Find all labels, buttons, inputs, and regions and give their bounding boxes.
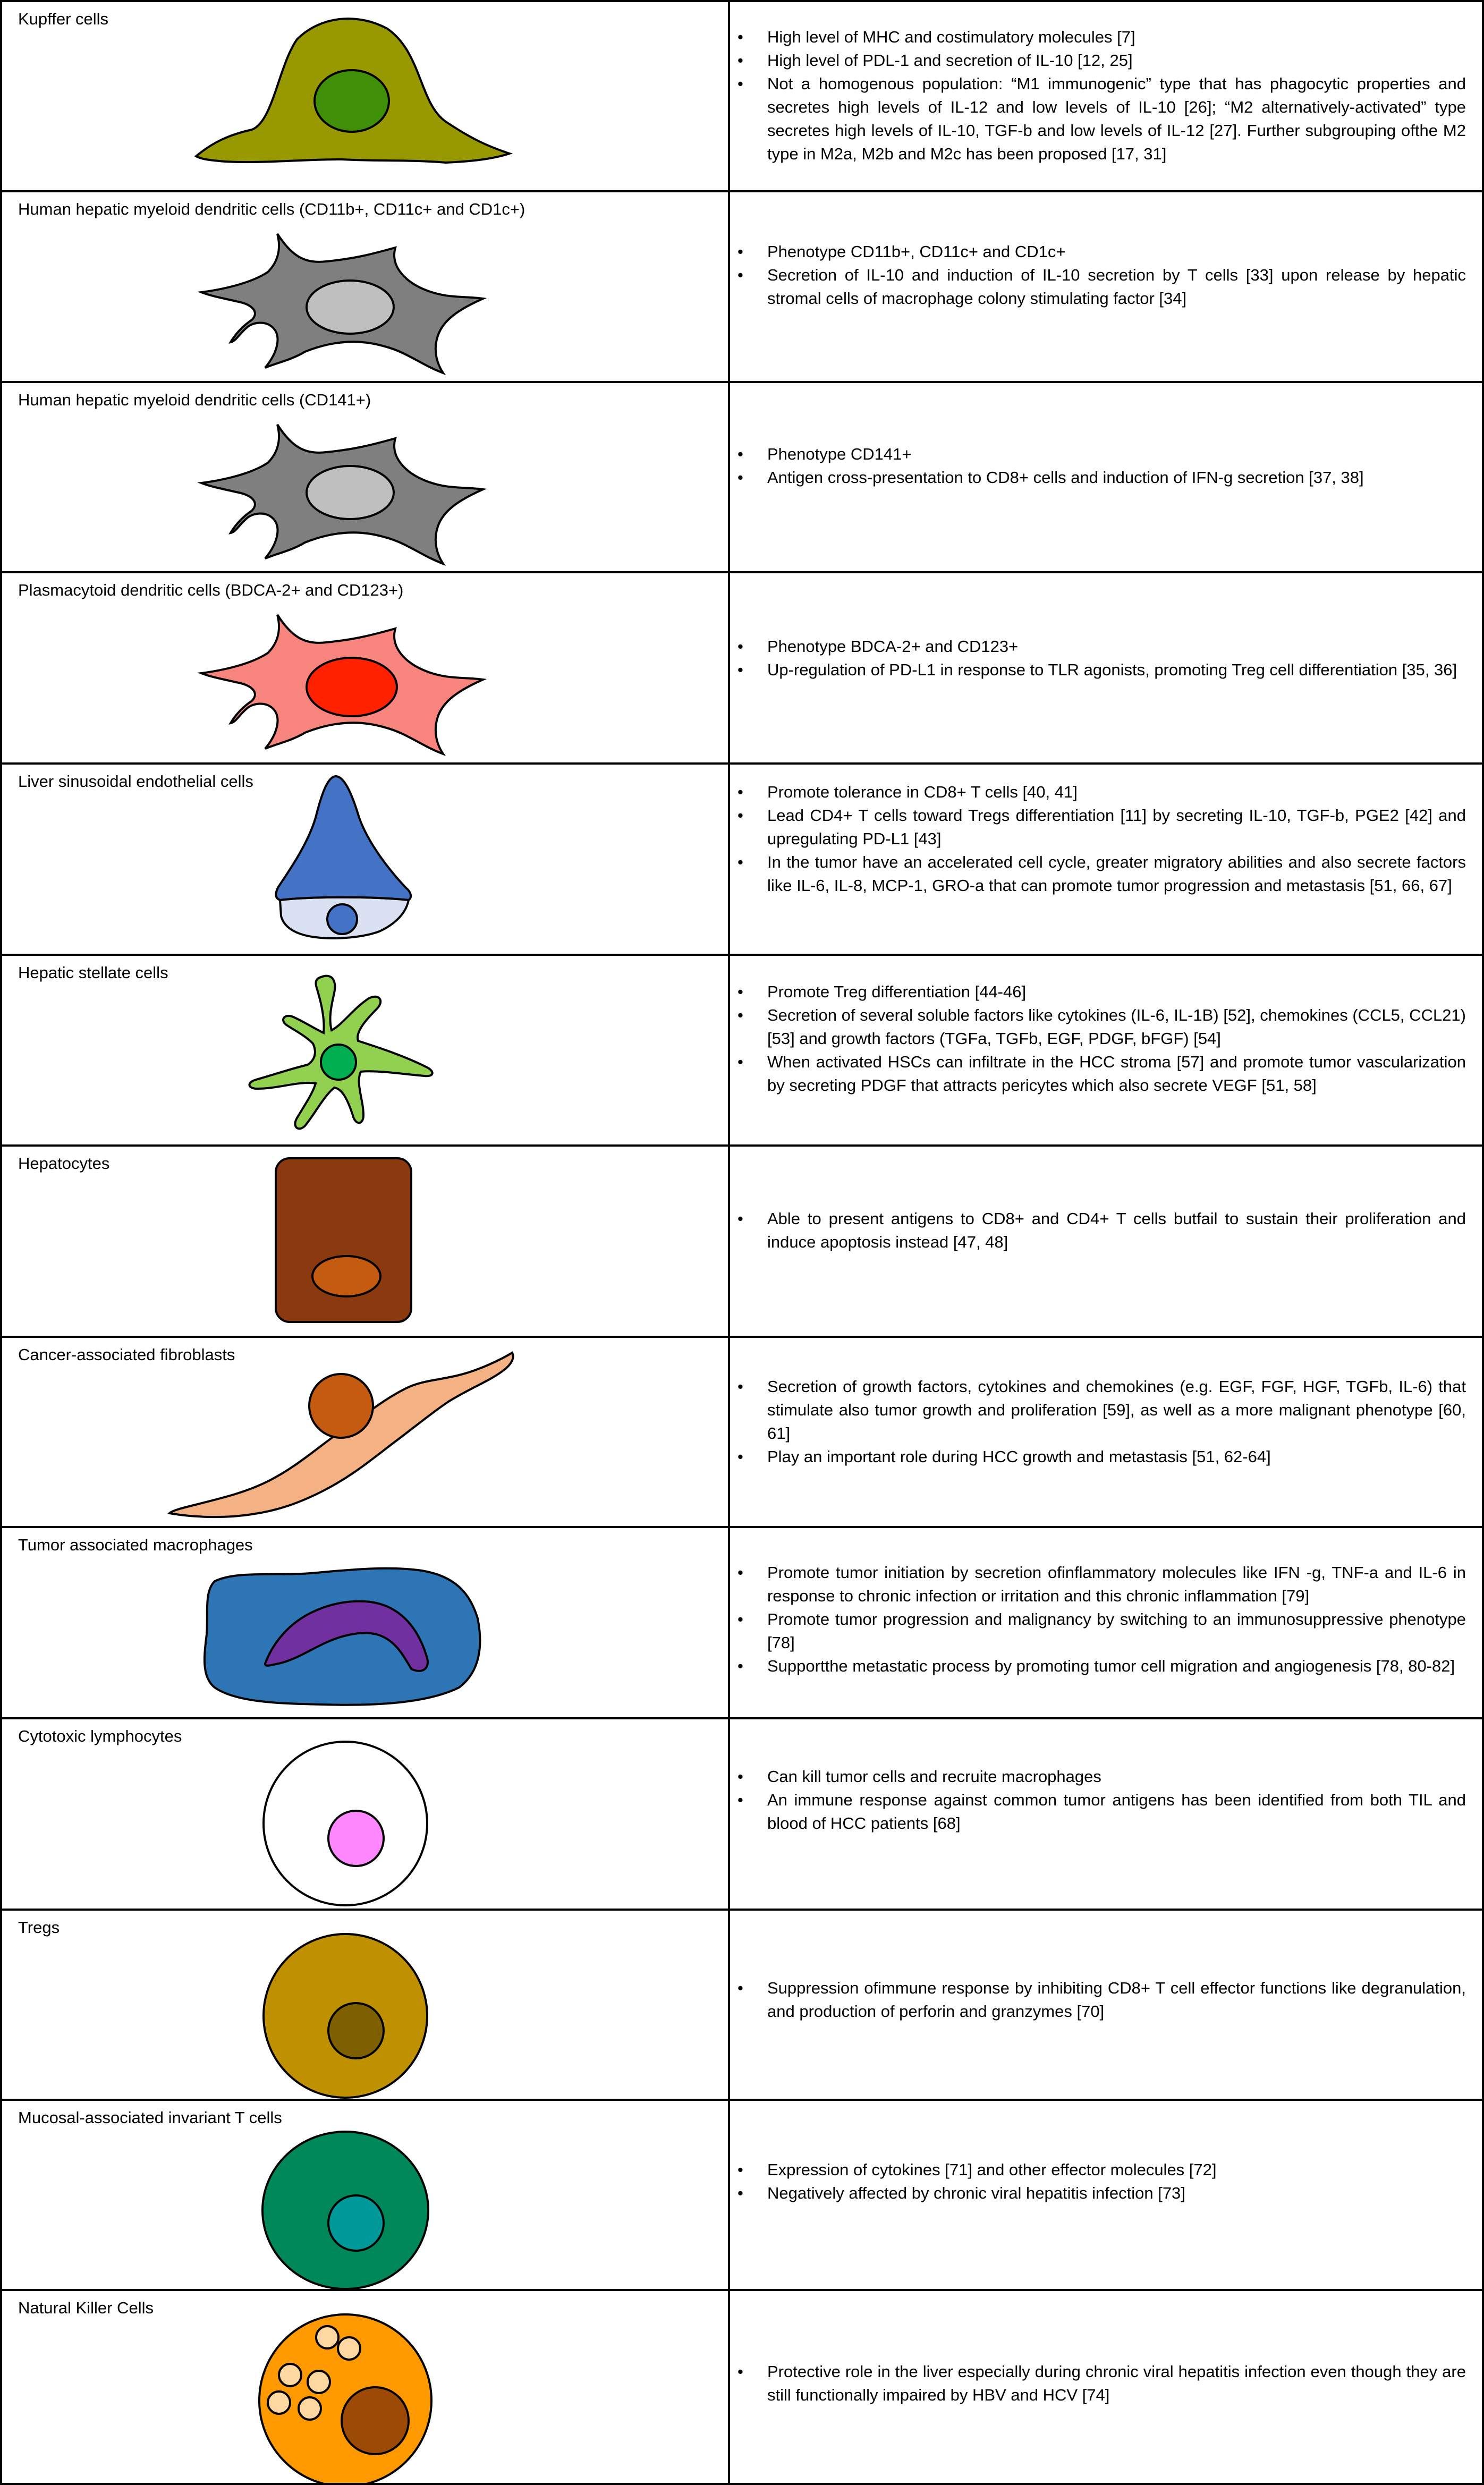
list-item: • Lead CD4+ T cells toward Tregs differentiation [11] by secreting IL-10, TGF-b, PGE2 [42] and upregulating PD-L1 [43]	[767, 804, 1466, 851]
list-item: • Play an important role during HCC growth and metastasis [51, 62-64]	[767, 1445, 1466, 1469]
table-row	[0, 1911, 1484, 2101]
list-item: • Suppression ofimmune response by inhibiting CD8+ T cell effector functions like degranulation, and production of perforin and granzymes [70]	[767, 1977, 1466, 2023]
myeloid-dendritic-cell-icon	[2, 192, 728, 383]
cell-description-cell	[728, 1147, 1484, 1338]
cell-image-cell	[0, 1911, 728, 2101]
list-item: • Protective role in the liver especially during chronic viral hepatitis infection even though they are still functionally impaired by HBV and HCV [74]	[767, 2360, 1466, 2407]
bullet-list	[767, 2360, 1466, 2407]
cell-type-name: Kupffer cells	[18, 10, 109, 28]
list-item: • Secretion of several soluble factors like cytokines (IL-6, IL-1B) [52], chemokines (CCL5, CCL21) [53] and growth factors (TGFa, TGFb, EGF, PDGF, bFGF) [54]	[767, 1004, 1466, 1050]
list-item: • Promote tumor initiation by secretion ofinflammatory molecules like IFN -g, TNF-a and IL-6 in response to chronic infection or irritation and this chronic inflammation [79]	[767, 1561, 1466, 1608]
cell-type-name: Natural Killer Cells	[18, 2299, 154, 2317]
table-row	[0, 383, 1484, 573]
list-item: • Phenotype CD11b+, CD11c+ and CD1c+	[767, 240, 1466, 264]
list-item: • Promote tolerance in CD8+ T cells [40, 41]	[767, 781, 1466, 804]
list-item: • Supportthe metastatic process by promoting tumor cell migration and angiogenesis [78, 80-82]	[767, 1655, 1466, 1678]
cell-type-name: Human hepatic myeloid dendritic cells (CD141+)	[18, 391, 371, 409]
cell-image-cell	[0, 2101, 728, 2291]
cell-image-cell	[0, 0, 728, 192]
list-item: • Secretion of IL-10 and induction of IL-10 secretion by T cells [33] upon release by hepatic stromal cells of macrophage colony stimulating factor [34]	[767, 264, 1466, 310]
myeloid-dendritic-cell-cd141-icon	[2, 383, 728, 573]
bullet-list	[767, 1765, 1466, 1835]
list-item: • Not a homogenous population: “M1 immunogenic” type that has phagocytic properties and secretes high levels of IL-12 and low levels of IL-10 [26]; “M2 alternatively-activated” type secretes high levels of IL-10, TGF-b and low levels of IL-12 [27]. Further subgrouping ofthe M2 type in M2a, M2b and M2c has been proposed [17, 31]	[767, 72, 1466, 166]
bullet-list	[767, 26, 1466, 166]
bullet-list	[767, 443, 1466, 489]
cell-image-cell	[0, 1528, 728, 1719]
table-row	[0, 2291, 1484, 2485]
bullet-list	[767, 240, 1466, 310]
bullet-list	[767, 2158, 1466, 2205]
cell-description-cell	[728, 0, 1484, 192]
bullet-list	[767, 1977, 1466, 2023]
cell-description-cell	[728, 573, 1484, 765]
table-row	[0, 0, 1484, 192]
cell-description-cell	[728, 2291, 1484, 2485]
cell-image-cell	[0, 383, 728, 573]
nk-cell-icon	[2, 2291, 728, 2483]
bullet-list	[767, 1561, 1466, 1678]
cell-description-cell	[728, 956, 1484, 1147]
cell-image-cell	[0, 2291, 728, 2485]
cell-description-cell	[728, 192, 1484, 383]
kupffer-cell-icon	[2, 2, 728, 192]
cell-image-cell	[0, 765, 728, 956]
cell-image-cell	[0, 1719, 728, 1911]
bullet-list	[767, 1375, 1466, 1469]
list-item: • In the tumor have an accelerated cell cycle, greater migratory abilities and also secrete factors like IL-6, IL-8, MCP-1, GRO-a that can promote tumor progression and metastasis [51, 66, 67]	[767, 851, 1466, 897]
cell-type-name: Tregs	[18, 1918, 60, 1937]
cell-description-cell	[728, 765, 1484, 956]
cell-image-cell	[0, 956, 728, 1147]
cytotoxic-lymphocyte-icon	[2, 1719, 728, 1910]
list-item: • Expression of cytokines [71] and other effector molecules [72]	[767, 2158, 1466, 2182]
bullet-list	[767, 1207, 1466, 1254]
list-item: • When activated HSCs can infiltrate in the HCC stroma [57] and promote tumor vascularization by secreting PDGF that attracts pericytes which also secrete VEGF [51, 58]	[767, 1050, 1466, 1097]
endothelial-cell-icon	[2, 765, 728, 955]
table-row	[0, 1338, 1484, 1528]
cell-image-cell	[0, 1147, 728, 1338]
list-item: • Phenotype CD141+	[767, 443, 1466, 466]
granule	[299, 2397, 321, 2420]
granule	[338, 2337, 360, 2360]
cell-description-cell	[728, 1911, 1484, 2101]
table-row	[0, 765, 1484, 956]
list-item: • Able to present antigens to CD8+ and CD4+ T cells butfail to sustain their proliferation and induce apoptosis instead [47, 48]	[767, 1207, 1466, 1254]
table-row	[0, 1528, 1484, 1719]
granule	[308, 2371, 330, 2393]
list-item: • High level of PDL-1 and secretion of IL-10 [12, 25]	[767, 49, 1466, 72]
list-item: • Negatively affected by chronic viral hepatitis infection [73]	[767, 2182, 1466, 2205]
granule	[279, 2364, 301, 2386]
list-item: • Secretion of growth factors, cytokines and chemokines (e.g. EGF, FGF, HGF, TGFb, IL-6) that stimulate also tumor growth and proliferation [59], as well as a more malignant phenotype [60, 61]	[767, 1375, 1466, 1445]
hepatocyte-icon	[2, 1147, 728, 1337]
table-row	[0, 192, 1484, 383]
stellate-cell-icon	[2, 956, 728, 1146]
list-item: • Phenotype BDCA-2+ and CD123+	[767, 635, 1466, 658]
cell-type-name: Hepatocytes	[18, 1154, 110, 1173]
bullet-list	[767, 781, 1466, 897]
bullet-list	[767, 980, 1466, 1097]
cell-type-name: Cancer-associated fibroblasts	[18, 1345, 235, 1364]
cell-type-name: Plasmacytoid dendritic cells (BDCA-2+ and CD123+)	[18, 581, 404, 599]
cell-type-name: Tumor associated macrophages	[18, 1536, 253, 1554]
table-row	[0, 1719, 1484, 1911]
cell-description-cell	[728, 383, 1484, 573]
table-row	[0, 956, 1484, 1147]
cell-type-name: Mucosal-associated invariant T cells	[18, 2108, 282, 2127]
cell-description-cell	[728, 1338, 1484, 1528]
cell-type-name: Hepatic stellate cells	[18, 963, 168, 982]
list-item: • Antigen cross-presentation to CD8+ cells and induction of IFN-g secretion [37, 38]	[767, 466, 1466, 489]
cell-type-name: Liver sinusoidal endothelial cells	[18, 772, 253, 791]
granule	[268, 2391, 290, 2414]
cell-image-cell	[0, 192, 728, 383]
treg-cell-icon	[2, 1911, 728, 2101]
table-row	[0, 1147, 1484, 1338]
granule	[316, 2326, 338, 2348]
cell-description-cell	[728, 1528, 1484, 1719]
list-item: • Promote tumor progression and malignancy by switching to an immunosuppressive phenotype [78]	[767, 1608, 1466, 1655]
list-item: • An immune response against common tumor antigens has been identified from both TIL and blood of HCC patients [68]	[767, 1788, 1466, 1835]
table-row	[0, 573, 1484, 765]
cell-image-cell	[0, 573, 728, 765]
table-row	[0, 2101, 1484, 2291]
mait-cell-icon	[2, 2101, 728, 2291]
plasmacytoid-dendritic-cell-icon	[2, 573, 728, 764]
cell-type-name: Cytotoxic lymphocytes	[18, 1727, 182, 1745]
cell-description-cell	[728, 2101, 1484, 2291]
list-item: • High level of MHC and costimulatory molecules [7]	[767, 26, 1466, 49]
list-item: • Can kill tumor cells and recruite macrophages	[767, 1765, 1466, 1788]
list-item: • Up-regulation of PD-L1 in response to TLR agonists, promoting Treg cell differentiation [35, 36]	[767, 658, 1466, 682]
tumor-macrophage-icon	[2, 1528, 728, 1718]
cell-image-cell	[0, 1338, 728, 1528]
list-item: • Promote Treg differentiation [44-46]	[767, 980, 1466, 1004]
cell-description-cell	[728, 1719, 1484, 1911]
bullet-list	[767, 635, 1466, 682]
fibroblast-icon	[2, 1338, 728, 1528]
cell-type-name: Human hepatic myeloid dendritic cells (CD11b+, CD11c+ and CD1c+)	[18, 200, 525, 218]
